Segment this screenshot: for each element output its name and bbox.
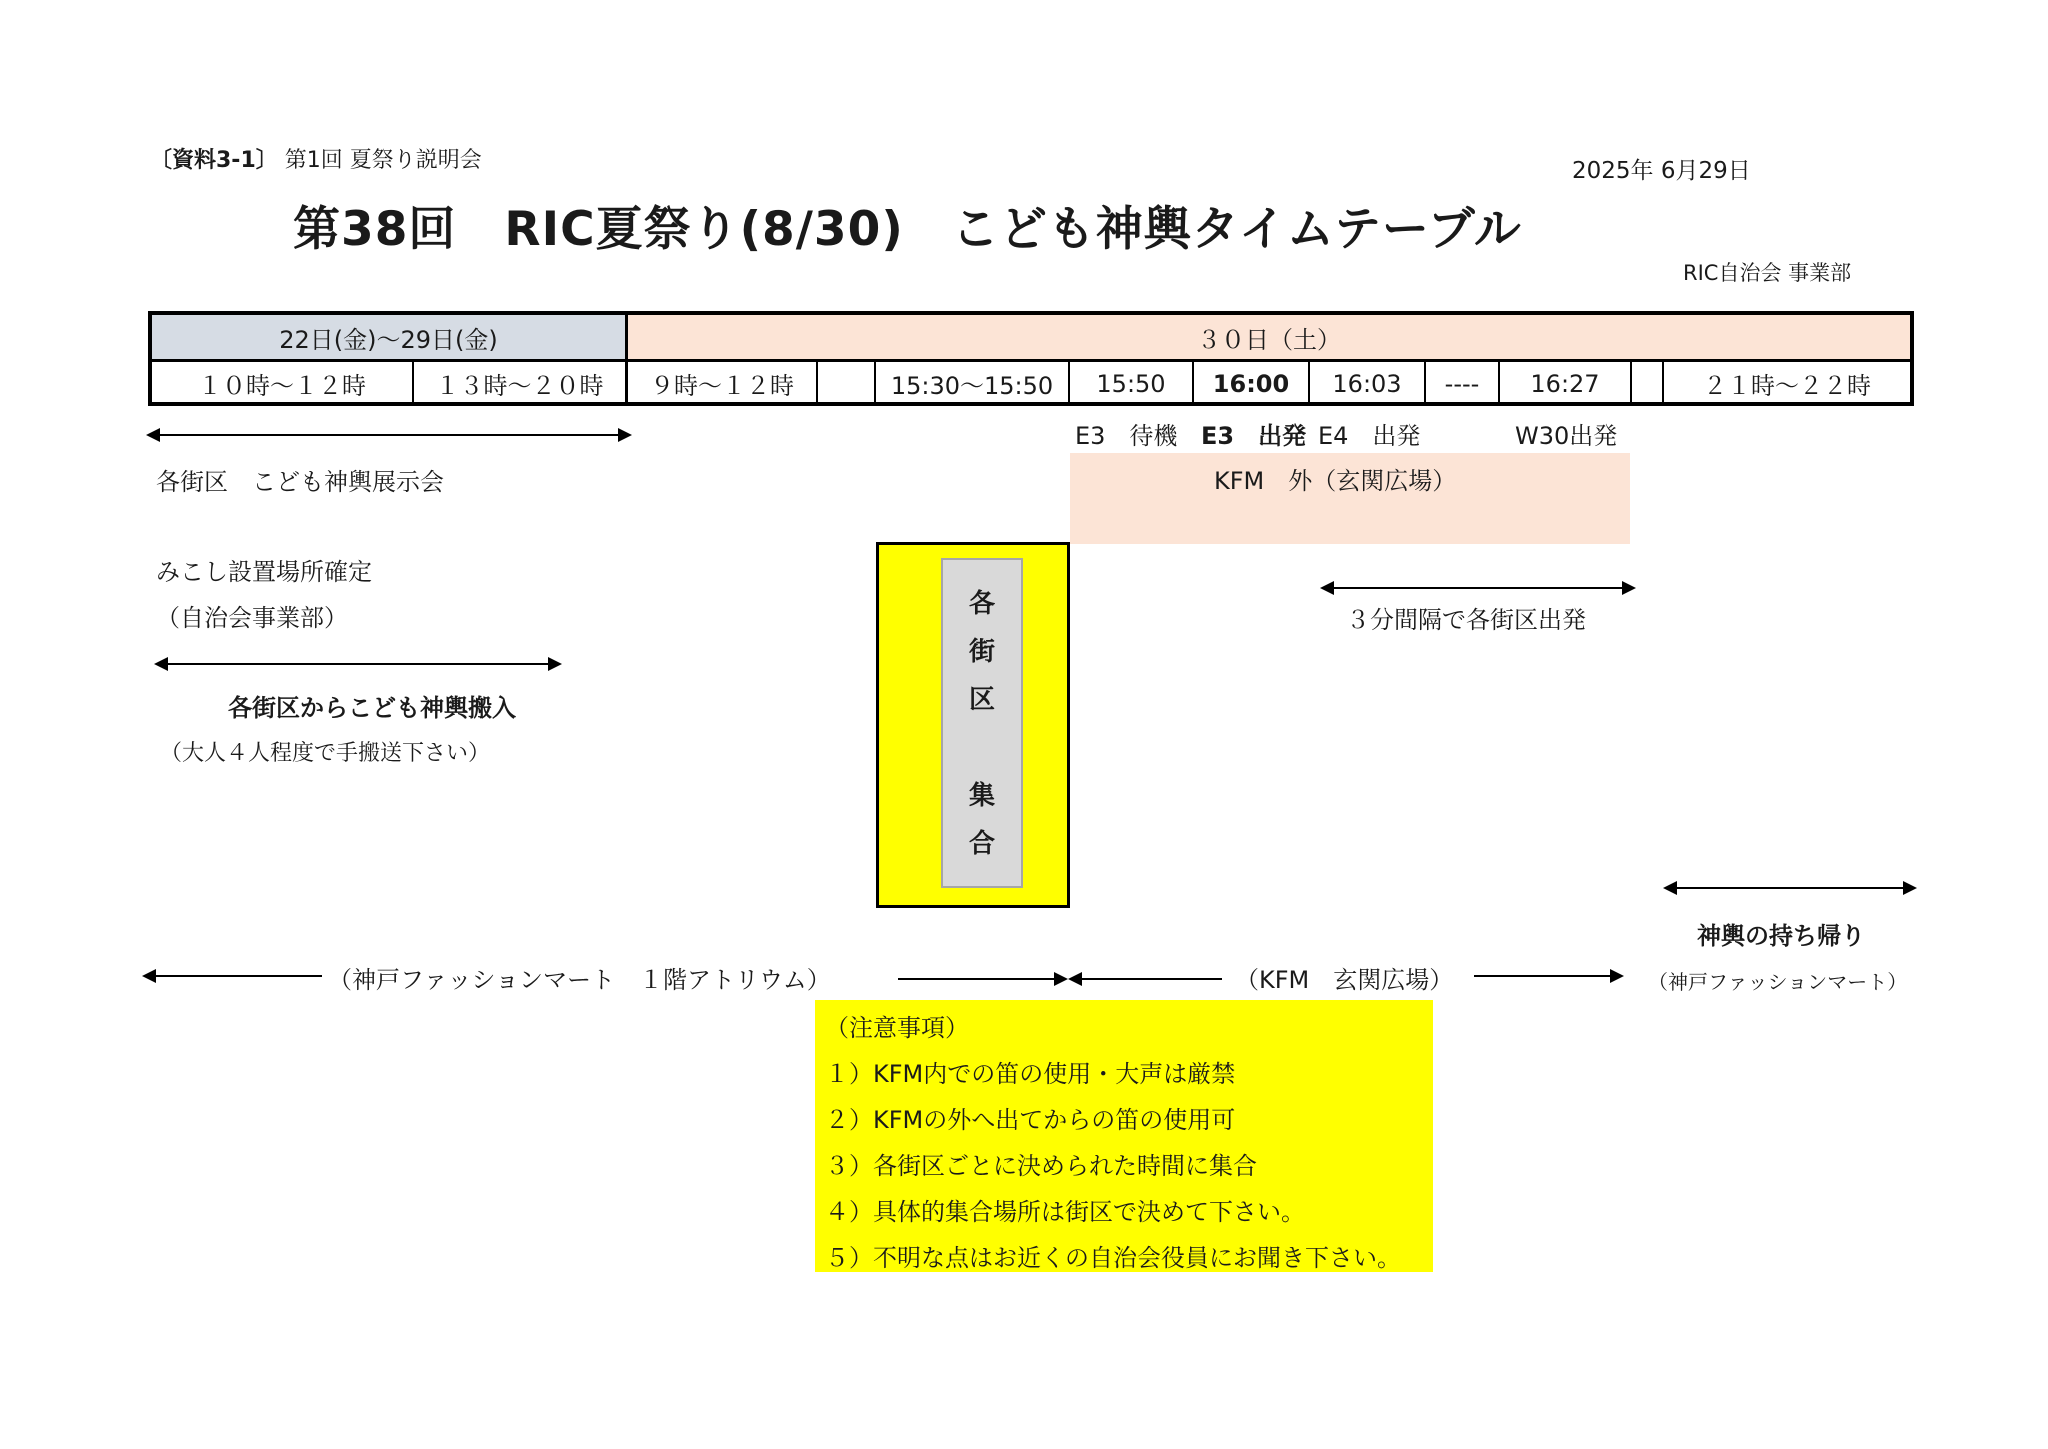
slot-cell: ９時～１２時 bbox=[628, 362, 818, 405]
slot-cell: １３時～２０時 bbox=[414, 362, 628, 405]
atrium-left-arrow bbox=[144, 975, 322, 977]
notes-heading: （注意事項） bbox=[825, 1014, 969, 1042]
timetable bbox=[148, 311, 1914, 406]
takeback-label: 神輿の持ち帰り bbox=[1697, 922, 1865, 950]
doc-date: 2025年 6月29日 bbox=[1572, 158, 1751, 184]
period-2-cell: ３０日（土） bbox=[628, 315, 1910, 359]
gather-char: 各 bbox=[968, 589, 995, 619]
period-1-cell: 22日(金)～29日(金) bbox=[152, 315, 628, 359]
interval-arrow bbox=[1322, 587, 1634, 589]
atrium-label: （神戸ファッションマート １階アトリウム） bbox=[328, 966, 831, 994]
slot-cell: 16:00 bbox=[1194, 362, 1310, 405]
timetable-slot-row bbox=[152, 359, 1910, 405]
doc-header bbox=[150, 143, 482, 174]
notes-box bbox=[815, 1000, 1433, 1272]
kfm-outside-label: KFM 外（玄関広場） bbox=[1214, 467, 1457, 495]
plaza-right-arrow bbox=[1474, 975, 1622, 977]
note-item: ２）KFMの外へ出てからの笛の使用可 bbox=[825, 1106, 1236, 1134]
page-title: 第38回 RIC夏祭り(8/30) こども神輿タイムテーブル bbox=[293, 202, 1522, 257]
slot-cell: 15:30～15:50 bbox=[876, 362, 1070, 405]
meeting-name: 第1回 夏祭り説明会 bbox=[284, 148, 482, 173]
takeback-arrow bbox=[1665, 887, 1915, 889]
slot-cell bbox=[818, 362, 876, 405]
atrium-right-arrow bbox=[898, 978, 1066, 980]
gather-char: 街 bbox=[968, 637, 995, 667]
note-item: １）KFM内での笛の使用・大声は厳禁 bbox=[825, 1060, 1236, 1088]
e4-depart-label: E4 出発 bbox=[1318, 422, 1421, 450]
note-item: ３）各街区ごとに決められた時間に集合 bbox=[825, 1152, 1257, 1180]
gather-box bbox=[876, 542, 1070, 908]
slot-cell bbox=[1632, 362, 1664, 405]
slot-cell: 15:50 bbox=[1070, 362, 1194, 405]
timetable-period-row bbox=[152, 315, 1910, 359]
slot-cell: １０時～１２時 bbox=[152, 362, 414, 405]
kfm-plaza-label: （KFM 玄関広場） bbox=[1235, 966, 1454, 994]
e3-depart-label: E3 出発 bbox=[1201, 422, 1307, 450]
slot-cell: ---- bbox=[1426, 362, 1500, 405]
gather-char: 区 bbox=[968, 685, 995, 715]
exhibition-label: 各街区 こども神輿展示会 bbox=[156, 468, 444, 496]
placement-label: みこし設置場所確定 bbox=[156, 558, 372, 586]
plaza-left-arrow bbox=[1070, 978, 1222, 980]
slot-cell: 16:03 bbox=[1310, 362, 1426, 405]
gather-label-panel bbox=[941, 558, 1023, 888]
w30-depart-label: W30出発 bbox=[1515, 422, 1618, 450]
interval-label: ３分間隔で各街区出発 bbox=[1346, 606, 1586, 634]
slot-cell: 16:27 bbox=[1500, 362, 1632, 405]
carry-in-sub-label: （大人４人程度で手搬送下さい） bbox=[160, 741, 491, 766]
note-item: ５）不明な点はお近くの自治会役員にお聞き下さい。 bbox=[825, 1244, 1401, 1272]
carry-in-label: 各街区からこども神輿搬入 bbox=[228, 694, 516, 722]
gather-char: 集 bbox=[968, 781, 995, 811]
gather-char: 合 bbox=[968, 829, 995, 859]
e3-wait-label: E3 待機 bbox=[1075, 422, 1178, 450]
doc-tag: 〔資料3-1〕 bbox=[150, 148, 278, 173]
note-item: ４）具体的集合場所は街区で決めて下さい。 bbox=[825, 1198, 1305, 1226]
takeback-place-label: （神戸ファッションマート） bbox=[1648, 970, 1908, 994]
exhibition-arrow bbox=[148, 434, 630, 436]
department-label: RIC自治会 事業部 bbox=[1683, 261, 1852, 285]
slot-cell: ２１時～２２時 bbox=[1703, 372, 1871, 400]
placement-sub-label: （自治会事業部） bbox=[156, 604, 348, 632]
carry-in-arrow bbox=[156, 663, 560, 665]
